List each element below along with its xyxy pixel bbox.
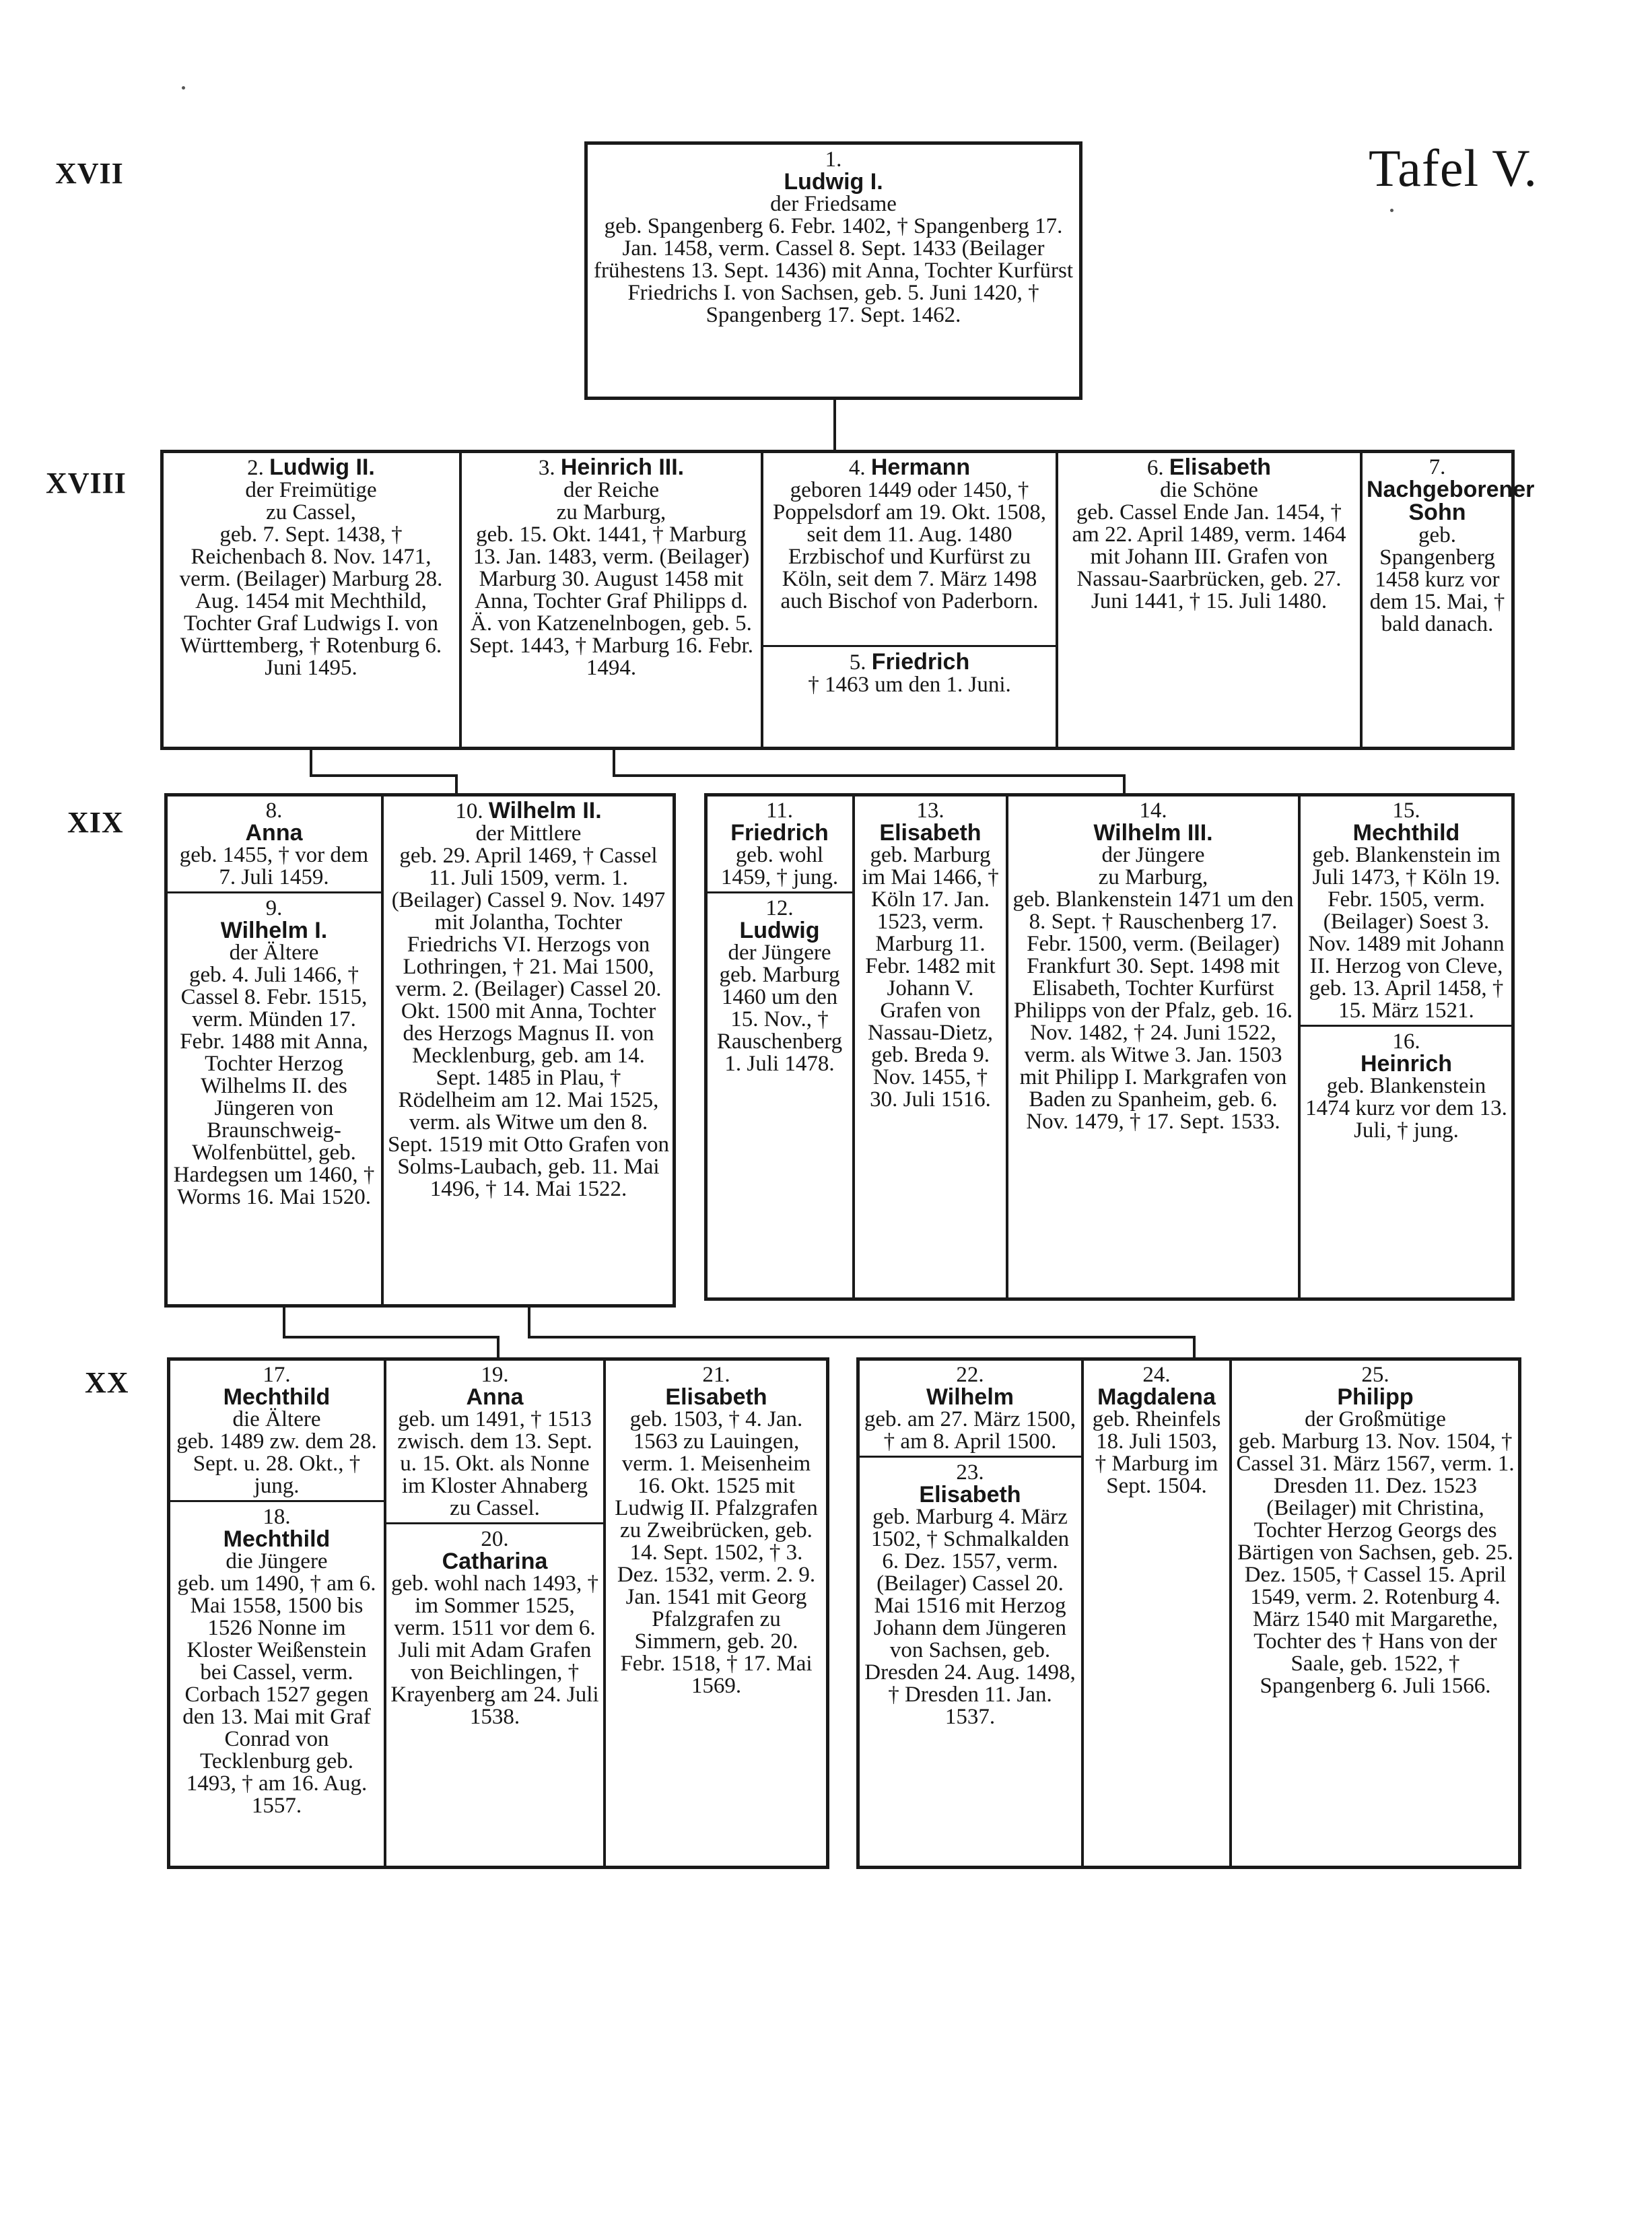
person-box-7 — [1363, 452, 1535, 747]
person-name: Mechthild — [223, 1526, 331, 1552]
person-name: Hermann — [870, 454, 971, 480]
person-biography: geb. Spangenberg 1458 kurz vor dem 15. Mai, † bald danach. — [1369, 523, 1505, 636]
person-10 — [384, 796, 673, 1203]
connector-line — [528, 1336, 1196, 1338]
person-epithet: der Jüngere — [728, 941, 831, 965]
person-biography: geb. Marburg 4. März 1502, † Schmalkalden 6. Dez. 1557, verm. (Beilager) Cassel 20. Mai 1516 mit Herzog Johann dem Jüngeren von Sachsen, geb. Dresden 24. Aug. 1498, † Dresden 11. Jan. 1537. — [864, 1505, 1076, 1729]
person-name: Wilhelm I. — [220, 918, 328, 943]
person-box-4-5 — [763, 452, 1056, 747]
person-20 — [386, 1522, 603, 1731]
connector-line — [1123, 774, 1126, 794]
person-epithet: der Mittlere — [475, 821, 582, 846]
person-24 — [1084, 1360, 1229, 1500]
person-number: 20. — [481, 1527, 509, 1551]
person-biography: geb. um 1491, † 1513 zwisch. dem 13. Sept. u. 15. Okt. als Nonne im Kloster Ahnaberg zu Cassel. — [397, 1407, 592, 1520]
person-number: 11. — [765, 799, 794, 823]
person-biography: geboren 1449 oder 1450, † Poppelsdorf am 19. Okt. 1508, seit dem 11. Aug. 1480 Erzbischof und Kurfürst zu Köln, seit dem 7. März 1498 auch Bischof von Paderborn. — [772, 478, 1047, 613]
person-box-17-18 — [170, 1360, 384, 1866]
generation-label-xvii: XVII — [55, 157, 124, 190]
generation-label-xix: XIX — [67, 806, 124, 839]
person-box-8-9 — [167, 796, 381, 1305]
person-box-19-20 — [386, 1360, 603, 1866]
person-biography: geb. 1503, † 4. Jan. 1563 zu Lauingen, verm. 1. Meisenheim 16. Okt. 1525 mit Ludwig II. Pfalzgrafen zu Zweibrücken, geb. 14. Sept. 1502, † 3. Dez. 1532, verm. 2. 9. Jan. 1541 mit Georg Pfalzgrafen zu Simmern, geb. 20. Febr. 1518, † 17. Mai 1569. — [615, 1407, 818, 1698]
person-number: 4. — [848, 456, 871, 480]
person-epithet: der Friedsame — [770, 192, 897, 216]
person-box-6 — [1058, 452, 1360, 747]
person-name: Ludwig I. — [784, 169, 883, 195]
person-7 — [1363, 452, 1535, 638]
person-biography: geb. wohl nach 1493, † im Sommer 1525, verm. 1511 vor dem 6. Juli mit Adam Grafen von Beichlingen, † Krayenberg am 24. Juli 1538. — [390, 1571, 599, 1729]
person-box-15-16 — [1301, 796, 1512, 1298]
person-box-24 — [1084, 1360, 1229, 1866]
person-epithet: der Ältere — [229, 941, 319, 965]
person-biography: † 1463 um den 1. Juni. — [808, 673, 1011, 697]
person-name: Philipp — [1337, 1384, 1414, 1410]
person-box-10 — [384, 796, 673, 1305]
connector-line — [1193, 1336, 1196, 1359]
person-number: 14. — [1139, 799, 1167, 823]
person-biography: geb. 29. April 1469, † Cassel 11. Juli 1509, verm. 1. (Beilager) Cassel 9. Nov. 1497 mit Jolantha, Tochter Friedrichs VI. Herzogs von Lothringen, † 21. Mai 1500, verm. 2. (Beilager) Cassel 20. Okt. 1500 mit Anna, Tochter des Herzogs Magnus II. von Mecklenburg, geb. am 14. Sept. 1485 in Plau, † Rödelheim am 12. Mai 1525, verm. als Witwe um den 8. Sept. 1519 mit Otto Grafen von Solms-Laubach, geb. 11. Mai 1496, † 14. Mai 1522. — [388, 844, 669, 1201]
person-number: 18. — [263, 1505, 291, 1529]
person-biography: geb. Cassel Ende Jan. 1454, † am 22. April 1489, verm. 1464 mit Johann III. Grafen von Nassau-Saarbrücken, geb. 27. Juni 1441, † 15. Juli 1480. — [1072, 500, 1346, 613]
person-number: 1. — [825, 147, 842, 172]
connector-line — [613, 774, 1126, 777]
person-name: Friedrich — [871, 649, 970, 675]
person-8 — [167, 796, 381, 891]
person-number: 5. — [849, 650, 872, 675]
person-13 — [855, 796, 1006, 1114]
person-name: Elisabeth — [1169, 454, 1272, 480]
person-name: Heinrich — [1360, 1051, 1453, 1077]
person-biography: geb. Spangenberg 6. Febr. 1402, † Spangenberg 17. Jan. 1458, verm. Cassel 8. Sept. 1433 (Beilager frühestens 13. Sept. 1436) mit Anna, Tochter Kurfürst Friedrichs I. von Sachsen, geb. 5. Juni 1420, † Spangenberg 17. Sept. 1462. — [594, 214, 1073, 327]
person-biography: geb. 4. Juli 1466, † Cassel 8. Febr. 1515, verm. Münden 17. Febr. 1488 mit Anna, Tochter Herzog Wilhelms II. des Jüngeren von Braunschweig-Wolfenbüttel, geb. Hardegsen um 1460, † Worms 16. Mai 1520. — [173, 963, 375, 1209]
person-biography: geb. Marburg 1460 um den 15. Nov., † Rauschenberg 1. Juli 1478. — [716, 963, 843, 1076]
person-epithet: die Jüngere — [226, 1549, 328, 1573]
person-biography: geb. Marburg im Mai 1466, † Köln 17. Jan. 1523, verm. Marburg 11. Febr. 1482 mit Johann V. Grafen von Nassau-Dietz, geb. Breda 9. Nov. 1455, † 30. Juli 1516. — [862, 843, 999, 1112]
person-biography: geb. Blankenstein im Juli 1473, † Köln 19. Febr. 1505, verm. (Beilager) Soest 3. Nov. 1489 mit Johann II. Herzog von Cleve, geb. 13. April 1458, † 15. März 1521. — [1308, 843, 1505, 1023]
person-name: Ludwig — [739, 918, 820, 943]
person-number: 9. — [265, 896, 283, 920]
person-biography: geb. 15. Okt. 1441, † Marburg 13. Jan. 1483, verm. (Beilager) Marburg 30. August 1458 mit Anna, Tochter Graf Philipps d. Ä. von Katzenelnbogen, geb. 5. Sept. 1443, † Marburg 16. Febr. 1494. — [469, 522, 753, 680]
person-name: Mechthild — [1352, 820, 1460, 846]
person-14 — [1008, 796, 1298, 1136]
person-box-25 — [1232, 1360, 1519, 1866]
person-number: 17. — [263, 1363, 291, 1387]
person-epithet: der Großmütige — [1305, 1407, 1446, 1431]
person-name: Mechthild — [223, 1384, 331, 1410]
person-25 — [1232, 1360, 1519, 1700]
person-number: 10. — [455, 799, 489, 823]
person-biography: geb. 1455, † vor dem 7. Juli 1459. — [179, 843, 369, 889]
person-9 — [167, 891, 381, 1211]
person-name: Anna — [245, 820, 303, 846]
person-biography: geb. Rheinfels 18. Juli 1503, † Marburg im Sept. 1504. — [1092, 1407, 1221, 1498]
connector-line — [310, 774, 458, 777]
person-box-22-23 — [859, 1360, 1081, 1866]
generation-label-xx: XX — [85, 1366, 129, 1399]
person-biography: geb. 7. Sept. 1438, † Reichenbach 8. Nov. 1471, verm. (Beilager) Marburg 28. Aug. 1454 mit Mechthild, Tochter Graf Ludwigs I. von Württemberg, † Rotenburg 6. Juni 1495. — [179, 522, 443, 680]
person-name: Elisabeth — [879, 820, 982, 846]
person-name: Elisabeth — [665, 1384, 767, 1410]
person-number: 7. — [1429, 455, 1446, 479]
person-number: 2. — [247, 456, 270, 480]
person-name: Nachgeborener Sohn — [1367, 477, 1535, 525]
person-biography: geb. Blankenstein 1471 um den 8. Sept. † Rauschenberg 17. Febr. 1500, verm. (Beilager) Frankfurt 30. Sept. 1498 mit Elisabeth, Tochter Kurfürst Philipps von der Pfalz, geb. 16. Nov. 1482, † 24. Juni 1522, verm. als Witwe 3. Jan. 1503 mit Philipp I. Markgrafen von Baden zu Spanheim, geb. 6. Nov. 1479, † 17. Sept. 1533. — [1012, 887, 1294, 1134]
person-number: 15. — [1392, 799, 1420, 823]
person-name: Catharina — [442, 1549, 548, 1574]
person-box-21 — [606, 1360, 827, 1866]
person-19 — [386, 1360, 603, 1522]
person-name: Wilhelm II. — [488, 798, 602, 823]
connector-line — [497, 1336, 500, 1359]
person-22 — [859, 1360, 1081, 1456]
connector-line — [613, 750, 615, 777]
person-biography: geb. am 27. März 1500, † am 8. April 1500. — [864, 1407, 1076, 1454]
person-box-11-12 — [707, 796, 852, 1298]
person-name: Magdalena — [1097, 1384, 1216, 1410]
person-23 — [859, 1456, 1081, 1731]
person-biography: geb. Blankenstein 1474 kurz vor dem 13. Juli, † jung. — [1305, 1074, 1507, 1143]
person-number: 19. — [481, 1363, 509, 1387]
person-name: Ludwig II. — [269, 454, 375, 480]
person-name: Wilhelm — [926, 1384, 1014, 1410]
person-18 — [170, 1500, 384, 1820]
person-biography: geb. um 1490, † am 6. Mai 1558, 1500 bis 1526 Nonne im Kloster Weißenstein bei Cassel, verm. Corbach 1527 gegen den 13. Mai mit Graf Conrad von Tecklenburg geb. 1493, † am 16. Aug. 1557. — [177, 1571, 376, 1818]
person-box-3 — [462, 452, 761, 747]
person-number: 13. — [916, 799, 944, 823]
connector-line — [283, 1336, 500, 1338]
person-2 — [163, 452, 459, 682]
person-epithet: die Schöne — [1160, 478, 1258, 502]
person-3 — [462, 452, 761, 682]
person-16 — [1301, 1025, 1512, 1145]
person-number: 6. — [1146, 456, 1169, 480]
person-box-1 — [584, 141, 1082, 400]
person-number: 16. — [1392, 1029, 1420, 1054]
person-biography: geb. wohl 1459, † jung. — [720, 843, 839, 889]
person-name: Anna — [466, 1384, 524, 1410]
person-name: Elisabeth — [919, 1482, 1021, 1507]
person-1 — [588, 145, 1079, 329]
person-number: 24. — [1142, 1363, 1171, 1387]
person-number: 22. — [956, 1363, 984, 1387]
person-number: 23. — [956, 1460, 984, 1485]
stray-dot — [182, 86, 185, 90]
person-21 — [606, 1360, 827, 1700]
person-name: Heinrich III. — [560, 454, 685, 480]
person-6 — [1058, 452, 1360, 615]
person-epithet: der Jüngere zu Marburg, — [1098, 843, 1208, 889]
person-box-2 — [163, 452, 459, 747]
person-17 — [170, 1360, 384, 1500]
person-epithet: der Reiche zu Marburg, — [556, 478, 666, 524]
connector-line — [310, 750, 312, 777]
person-epithet: die Ältere — [232, 1407, 321, 1431]
person-name: Friedrich — [730, 820, 829, 846]
connector-line — [833, 400, 836, 452]
person-15 — [1301, 796, 1512, 1025]
connector-line — [528, 1308, 530, 1338]
person-number: 12. — [765, 896, 794, 920]
person-5 — [763, 645, 1056, 699]
person-number: 3. — [538, 456, 561, 480]
person-number: 25. — [1361, 1363, 1389, 1387]
connector-line — [283, 1308, 285, 1338]
person-epithet: der Freimütige zu Cassel, — [245, 478, 377, 524]
person-number: 21. — [702, 1363, 730, 1387]
person-biography: geb. 1489 zw. dem 28. Sept. u. 28. Okt., † jung. — [176, 1429, 377, 1498]
person-12 — [707, 891, 852, 1078]
person-box-13 — [855, 796, 1006, 1298]
person-biography: geb. Marburg 13. Nov. 1504, † Cassel 31. März 1567, verm. 1. Dresden 11. Dez. 1523 (Beilager) mit Christina, Tochter Herzog Georgs des Bärtigen von Sachsen, geb. 25. Dez. 1505, † Cassel 15. April 1549, verm. 2. Rotenburg 4. März 1540 mit Margarethe, Tochter des † Hans von der Saale, geb. 1522, † Spangenberg 6. Juli 1566. — [1236, 1429, 1515, 1698]
stray-dot — [1390, 209, 1393, 212]
person-11 — [707, 796, 852, 891]
person-number: 8. — [265, 799, 283, 823]
person-box-14 — [1008, 796, 1298, 1298]
plate-title: Tafel V. — [1369, 139, 1538, 197]
person-4 — [763, 452, 1056, 645]
person-name: Wilhelm III. — [1093, 820, 1213, 846]
generation-label-xviii: XVIII — [46, 467, 127, 500]
connector-line — [455, 774, 458, 794]
